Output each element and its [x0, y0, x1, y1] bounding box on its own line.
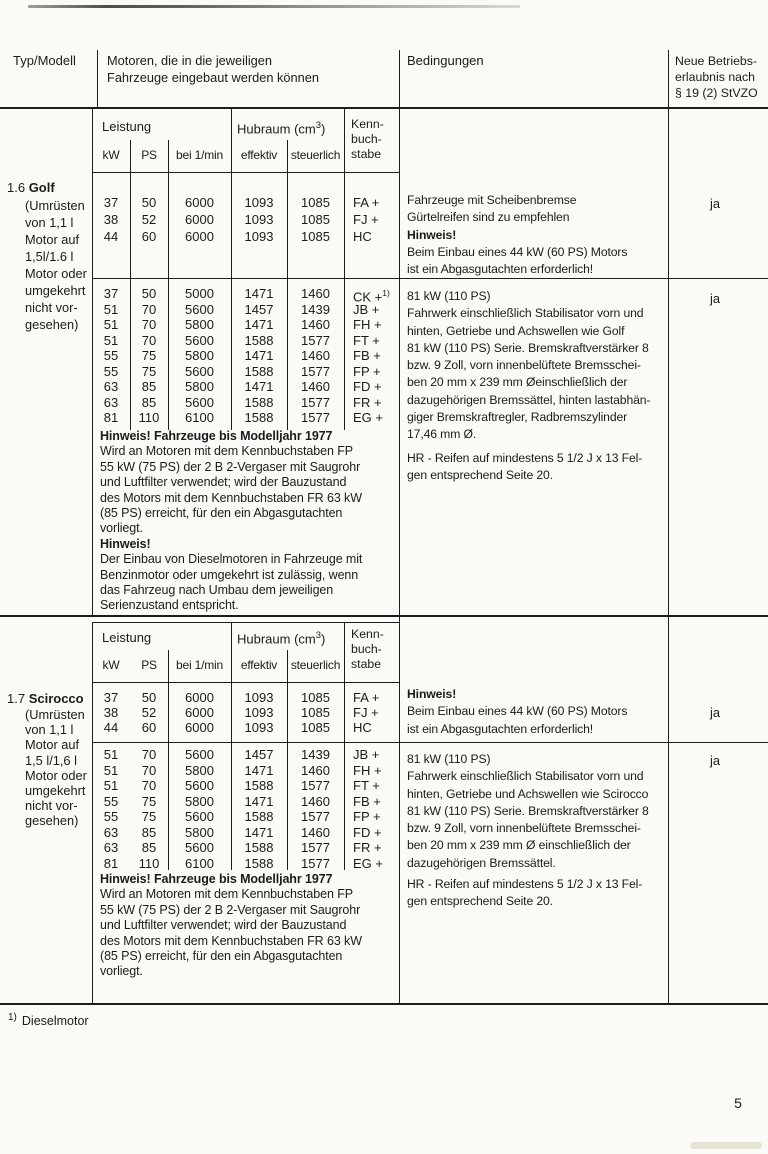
scirocco-erlaubnis-block2: ja: [710, 753, 720, 768]
label-line: Motor auf: [25, 232, 80, 247]
table-row: 55 75 5800 1471 1460 FB +: [103, 348, 381, 363]
text-line: Beim Einbau eines 44 kW (60 PS) Motors: [407, 704, 628, 719]
text-line: und Luftfilter verwendet; wird der Bauzustand: [100, 475, 347, 490]
text-line: des Motors mit dem Kennbuchstaben FR 63 kW: [100, 490, 362, 505]
label-line: Motor oder: [25, 767, 87, 783]
hinweis-paragraph-2: [100, 552, 400, 614]
text-line: bzw. 9 Zoll, vorn innenbelüftete Bremsschei-: [407, 358, 641, 373]
golf-bedingungen-block2: [407, 288, 667, 484]
text-line: ist ein Abgasgutachten erforderlich!: [407, 721, 594, 736]
label-line: Motor auf: [25, 737, 80, 753]
table-row: 51 70 5600 1588 1577 FT +: [103, 778, 380, 793]
golf-engine-table-block1: [92, 194, 399, 245]
text-line: 81 kW (110 PS): [407, 289, 491, 303]
text-line: Beim Einbau eines 44 kW (60 PS) Motors: [407, 244, 628, 259]
golf-kenn-header-3: stabe: [351, 147, 382, 161]
scirocco-table-top-border: [92, 622, 399, 623]
label-line: 1,5l/1.6 l: [25, 249, 74, 264]
golf-leistung-header: Leistung: [102, 119, 152, 134]
page-number: 5: [734, 1095, 742, 1111]
text-line: gen entsprechend Seite 20.: [407, 467, 553, 482]
label-line: nicht vor-: [25, 798, 78, 814]
label-line: 1,5 l/1,6 l: [25, 752, 77, 768]
footnote: [8, 1012, 89, 1028]
header-rule: [0, 107, 768, 109]
text-line: dazugehörigen Bremssättel.: [407, 855, 556, 870]
table-row: 37 50 6000 1093 1085 FA +: [103, 195, 380, 210]
hinweis-paragraph-1: [100, 444, 400, 536]
text-line: 81 kW (110 PS) Serie. Bremskraftverstärker 8: [407, 803, 649, 818]
table-row: 37 50 5000 1471 1460 CK +$^{1)}$: [103, 286, 390, 305]
golf-erlaubnis-block1: ja: [710, 196, 720, 211]
scan-artifact-line: [28, 5, 520, 8]
text-line: Serienzustand entspricht.: [100, 598, 239, 613]
text-line: Gürtelreifen sind zu empfehlen: [407, 210, 570, 225]
text-line: ben 20 mm x 239 mm Øeinschließlich der: [407, 375, 628, 390]
scirocco-kenn-header-3: stabe: [351, 657, 382, 671]
hinweis-label: Hinweis!: [407, 227, 457, 242]
text-line: (85 PS) erreicht, für den ein Abgasgutachten: [100, 949, 343, 964]
label-line: (Umrüsten: [25, 707, 85, 722]
golf-section-title: 1.6 Golf: [7, 180, 55, 195]
golf-erlaubnis-block2: ja: [710, 291, 720, 306]
golf-subheader-rule: [92, 172, 399, 173]
text-line: Fahrwerk einschließlich Stabilisator vorn und: [407, 306, 644, 321]
scirocco-section-title: 1.7 Scirocco: [7, 691, 84, 706]
label-line: von 1,1 l: [25, 215, 74, 230]
table-row: 37 50 6000 1093 1085 FA +: [103, 690, 380, 705]
table-row: 51 70 5800 1471 1460 FH +: [103, 317, 382, 332]
footnote-marker: 1): [8, 1012, 17, 1023]
text-line: vorliegt.: [100, 964, 143, 979]
label-line: umgekehrt: [25, 283, 86, 298]
scirocco-hinweis-block: [100, 872, 400, 980]
scirocco-erlaubnis-block1: ja: [710, 705, 720, 720]
table-row: 44 60 6000 1093 1085 HC: [103, 720, 372, 735]
text-line: Benzinmotor oder umgekehrt ist zulässig, wenn: [100, 567, 359, 582]
golf-engine-table-block2: [92, 286, 399, 426]
text-line: 55 kW (75 PS) der 2 B 2-Vergaser mit Saugrohr: [100, 902, 361, 917]
column-header-betriebserlaubnis: Neue Betriebs- erlaubnis nach § 19 (2) StVZO: [675, 54, 758, 100]
section-divider: [0, 615, 768, 617]
scirocco-kenn-header-1: Kenn-: [351, 627, 384, 641]
text-line: bzw. 9 Zoll, vorn innenbelüftete Bremsschei-: [407, 821, 641, 836]
text-line: ben 20 mm x 239 mm Ø einschließlich der: [407, 838, 631, 853]
column-header-typ-modell: Typ/Modell: [13, 53, 76, 68]
scan-smudge: [690, 1142, 762, 1149]
label-line: (Umrüsten: [25, 198, 85, 213]
table-row: 63 85 5600 1588 1577 FR +: [103, 840, 382, 855]
scirocco-engine-table-block1: [92, 690, 399, 735]
footnote-text: Dieselmotor: [21, 1014, 89, 1029]
label-line: nicht vor-: [25, 300, 78, 315]
text-line: HR - Reifen auf mindestens 5 1/2 J x 13 Fel-: [407, 877, 643, 892]
table-row: 51 70 5600 1457 1439 JB +: [103, 747, 380, 762]
hinweis-paragraph-1: [100, 887, 400, 979]
text-line: Wird an Motoren mit dem Kennbuchstaben FP: [100, 887, 353, 902]
golf-kenn-header-1: Kenn-: [351, 117, 384, 131]
text-line: Wird an Motoren mit dem Kennbuchstaben FP: [100, 444, 353, 459]
text-line: 81 kW (110 PS): [407, 752, 491, 766]
scirocco-hubraum-header: Hubraum $(cm^3)$: [237, 630, 326, 647]
table-row: 55 75 5600 1588 1577 FP +: [103, 363, 381, 379]
text-line: dazugehörigen Bremssättel, hinten lastabhän-: [407, 392, 651, 407]
header-divider-typ: [97, 50, 98, 107]
scirocco-subheader-rule: [92, 682, 399, 683]
table-row: 63 85 5600 1588 1577 FR +: [103, 394, 382, 410]
table-row: 38 52 6000 1093 1085 FJ +: [103, 212, 379, 227]
label-line: Motor oder: [25, 266, 87, 281]
scirocco-bedingungen-block1: [407, 686, 667, 738]
column-header-bedingungen: Bedingungen: [407, 53, 484, 68]
table-row: 44 60 6000 1093 1085 HC: [103, 229, 372, 244]
label-line: umgekehrt: [25, 783, 86, 799]
golf-hubraum-header: Hubraum $(cm^3)$: [237, 120, 326, 137]
scirocco-kenn-header-2: buch-: [351, 642, 382, 656]
table-row: 63 85 5800 1471 1460 FD +: [103, 379, 382, 394]
text-line: hinten, Getriebe und Achswellen wie Scirocco: [407, 786, 649, 801]
text-line: des Motors mit dem Kennbuchstaben FR 63 kW: [100, 933, 362, 948]
hinweis-label: Hinweis!: [407, 687, 457, 701]
label-line: gesehen): [25, 813, 79, 829]
golf-hinweis-block: [100, 429, 400, 614]
text-line: (85 PS) erreicht, für den ein Abgasgutachten: [100, 506, 343, 521]
table-row: 51 70 5600 1457 1439 JB +: [103, 301, 380, 317]
text-line: Der Einbau von Dieselmotoren in Fahrzeuge mit: [100, 552, 363, 567]
table-row: 51 70 5600 1588 1577 FT +: [103, 332, 380, 348]
text-line: vorliegt.: [100, 521, 143, 536]
hinweis-title: Hinweis! Fahrzeuge bis Modelljahr 1977: [100, 429, 333, 443]
table-row: 51 70 5800 1471 1460 FH +: [103, 762, 382, 778]
table-row: 38 52 6000 1093 1085 FJ +: [103, 705, 379, 720]
text-line: Fahrwerk einschließlich Stabilisator vorn und: [407, 769, 644, 784]
golf-kenn-header-2: buch-: [351, 132, 382, 146]
text-line: und Luftfilter verwendet; wird der Bauzustand: [100, 918, 347, 933]
column-header-motoren: Motoren, die in die jeweiligen Fahrzeuge eingebaut werden können: [107, 53, 320, 86]
text-line: Fahrzeuge mit Scheibenbremse: [407, 193, 577, 207]
scirocco-section-label: [25, 707, 87, 829]
text-line: das Fahrzeug nach Umbau dem jeweiligen: [100, 583, 334, 598]
golf-bedingungen-block1: [407, 192, 667, 278]
table-bottom-rule: [0, 1003, 768, 1005]
text-line: 55 kW (75 PS) der 2 B 2-Vergaser mit Saugrohr: [100, 459, 361, 474]
scirocco-subheader-row: kW PS bei 1/min effektiv steuerlich: [102, 658, 341, 672]
text-line: ist ein Abgasgutachten erforderlich!: [407, 262, 594, 277]
text-line: hinten, Getriebe und Achswellen wie Golf: [407, 323, 625, 338]
table-row: 81 110 6100 1588 1577 EG +: [103, 855, 383, 871]
scirocco-bedingungen-block2: [407, 751, 667, 911]
text-line: 81 kW (110 PS) Serie. Bremskraftverstärker 8: [407, 340, 649, 355]
table-row: 63 85 5800 1471 1460 FD +: [103, 824, 382, 840]
scirocco-block-divider: [92, 742, 768, 743]
scirocco-engine-table-block2: [92, 747, 399, 871]
scirocco-leistung-header: Leistung: [102, 630, 152, 645]
golf-section-label: [25, 197, 87, 333]
golf-subheader-row: kW PS bei 1/min effektiv steuerlich: [102, 148, 341, 162]
text-line: gen entsprechend Seite 20.: [407, 894, 553, 909]
table-row: 81 110 6100 1588 1577 EG +: [103, 410, 383, 425]
text-line: HR - Reifen auf mindestens 5 1/2 J x 13 Fel-: [407, 450, 643, 465]
text-line: giger Bremskraftregler, Radbremszylinder: [407, 410, 628, 425]
text-line: 17,46 mm Ø.: [407, 427, 477, 442]
label-line: gesehen): [25, 317, 79, 332]
hinweis-title: Hinweis! Fahrzeuge bis Modelljahr 1977: [100, 872, 333, 886]
table-row: 55 75 5600 1588 1577 FP +: [103, 809, 381, 824]
table-row: 55 75 5800 1471 1460 FB +: [103, 793, 381, 809]
erlaubnis-left-border: [668, 50, 669, 1003]
hinweis-subtitle: Hinweis!: [100, 536, 151, 551]
label-line: von 1,1 l: [25, 722, 74, 738]
